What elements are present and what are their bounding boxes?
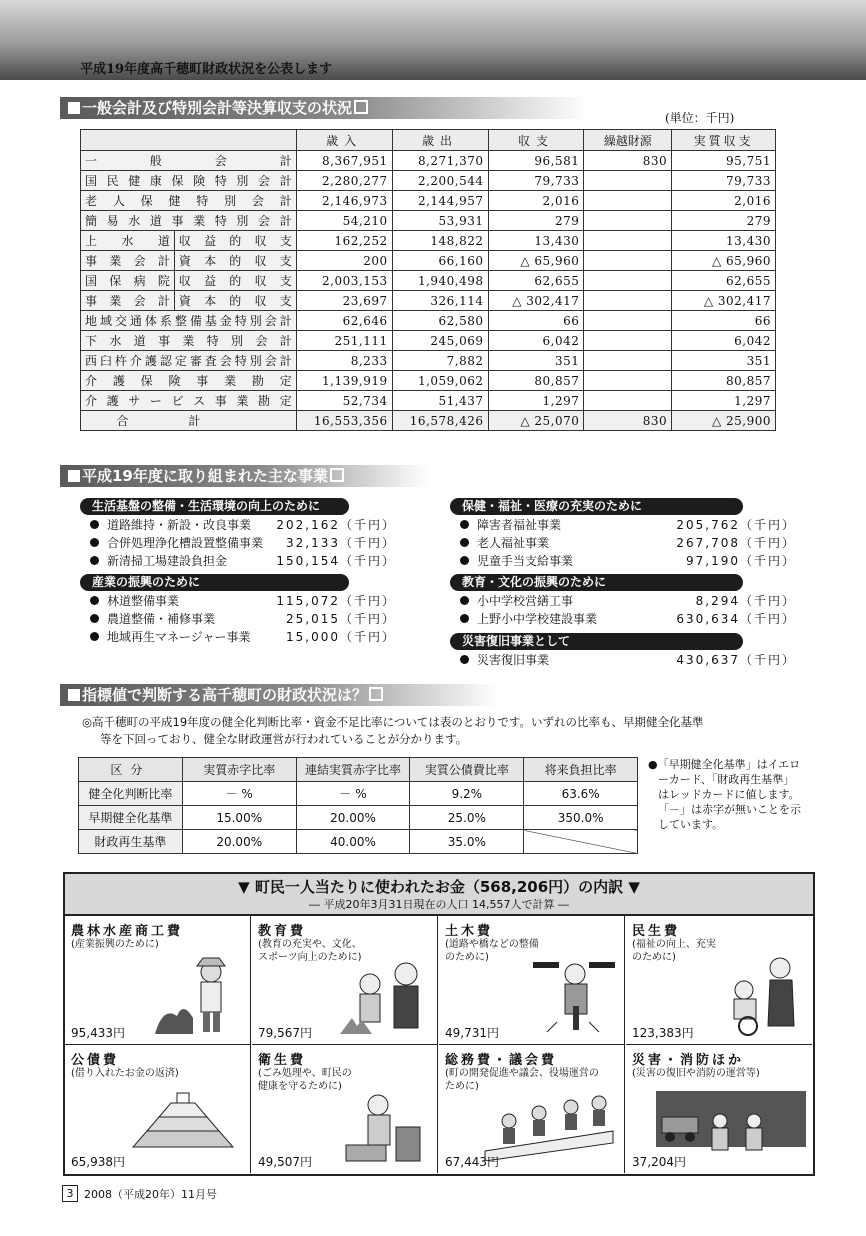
cell-net: 79,733 <box>672 171 776 191</box>
table-row <box>81 351 776 371</box>
indicator-value: － % <box>296 782 410 806</box>
project-name: 新清掃工場建設負担金 <box>107 554 228 568</box>
project-item <box>90 534 396 552</box>
bullet-icon <box>90 556 99 565</box>
row-label: 一般会計 <box>81 151 297 171</box>
row-group-label: 国保病院 <box>81 271 175 291</box>
cell-expense: 2,144,957 <box>392 191 488 211</box>
indicator-value: 20.00% <box>296 806 410 830</box>
project-amount: 32,133（千円） <box>286 536 396 550</box>
cell-revenue: 8,367,951 <box>296 151 392 171</box>
square-outline-icon <box>354 100 368 114</box>
expense-desc: のために) <box>632 952 676 963</box>
project-group-title: 産業の振興のために <box>80 574 349 591</box>
table-row <box>81 271 776 291</box>
indicator-header-row: 区分 実質赤字比率 連結実質赤字比率 実質公債費比率 将来負担比率 <box>79 758 638 782</box>
cell-net: 351 <box>672 351 776 371</box>
indicator-value: 9.2% <box>410 782 524 806</box>
expense-desc: (教育の充実や、文化、 <box>258 939 362 950</box>
cell-expense: 245,069 <box>392 331 488 351</box>
project-group-title: 生活基盤の整備・生活環境の向上のために <box>80 498 349 515</box>
budget-heading: 一般会計及び特別会計等決算収支の状況 <box>60 97 588 119</box>
project-amount: 205,762（千円） <box>676 518 796 532</box>
cell-balance: 79,733 <box>488 171 584 191</box>
project-name: 上野小中学校建設事業 <box>477 612 598 626</box>
col-balance: 収支 <box>488 130 584 151</box>
table-row <box>81 311 776 331</box>
bullet-icon <box>460 596 469 605</box>
cell-carry <box>584 291 672 311</box>
indicator-note <box>648 757 801 832</box>
project-item <box>460 592 796 610</box>
table-row <box>81 391 776 411</box>
expense-desc: (災害の復旧や消防の運営等) <box>632 1068 760 1079</box>
indicator-value: 20.00% <box>182 830 296 854</box>
project-amount: 8,294（千円） <box>695 594 796 608</box>
cell-carry: 830 <box>584 151 672 171</box>
expense-value: 79,567円 <box>258 1026 312 1040</box>
cell-balance: 351 <box>488 351 584 371</box>
row-group-label: 事業会計 <box>81 251 175 271</box>
bullet-icon <box>90 538 99 547</box>
cell-revenue: 2,003,153 <box>296 271 392 291</box>
square-outline-icon <box>330 468 344 482</box>
cell-revenue: 162,252 <box>296 231 392 251</box>
indicator-label: 早期健全化基準 <box>79 806 183 830</box>
indicators-heading: 指標値で判断する高千穂町の財政状況は？ <box>60 684 498 706</box>
expense-title: 災害・消防ほか <box>632 1053 745 1068</box>
cell-carry <box>584 171 672 191</box>
total-balance: △ 25,070 <box>488 411 584 431</box>
project-amount: 97,190（千円） <box>686 554 796 568</box>
cell-revenue: 54,210 <box>296 211 392 231</box>
expense-title: 公債費 <box>71 1053 120 1068</box>
cell-carry <box>584 191 672 211</box>
project-name: 地域再生マネージャー事業 <box>107 630 251 644</box>
expense-title: 総務費・議会費 <box>445 1053 558 1068</box>
row-sub-label: 資本的収支 <box>174 291 296 311</box>
total-carry: 830 <box>584 411 672 431</box>
expense-cell <box>439 916 625 1045</box>
project-amount: 202,162（千円） <box>276 518 396 532</box>
indicator-label: 財政再生基準 <box>79 830 183 854</box>
indicators-intro-1: ◎高千穂町の平成19年度の健全化判断比率・資金不足比率については表のとおりです。いずれの比率も、早期健全化基準 <box>82 715 704 729</box>
total-label: 合計 <box>81 411 297 431</box>
expense-value: 95,433円 <box>71 1026 125 1040</box>
row-label: 介護保険事業勘定 <box>81 371 297 391</box>
bullet-icon <box>90 632 99 641</box>
project-amount: 115,072（千円） <box>276 594 396 608</box>
cell-carry <box>584 331 672 351</box>
cell-expense: 8,271,370 <box>392 151 488 171</box>
cell-balance: 62,655 <box>488 271 584 291</box>
note-line: しています。 <box>658 818 724 831</box>
indicator-table <box>78 757 638 854</box>
cell-expense: 148,822 <box>392 231 488 251</box>
note-line: 「－」は赤字が無いことを示 <box>658 803 801 816</box>
row-sub-label: 資本的収支 <box>174 251 296 271</box>
table-row <box>81 251 776 271</box>
bullet-icon <box>460 520 469 529</box>
row-label: 老人保健特別会計 <box>81 191 297 211</box>
project-item <box>460 651 796 669</box>
bullet-icon <box>90 596 99 605</box>
expense-value: 49,507円 <box>258 1155 312 1169</box>
per-capita-header <box>65 874 813 916</box>
issue-label: 2008（平成20年）11月号 <box>84 1188 217 1201</box>
project-item <box>90 628 396 646</box>
cell-balance: 96,581 <box>488 151 584 171</box>
cell-carry <box>584 211 672 231</box>
cell-expense: 66,160 <box>392 251 488 271</box>
project-amount: 15,000（千円） <box>286 630 396 644</box>
projects-heading: 平成19年度に取り組まれた主な事業 <box>60 465 428 487</box>
cell-expense: 62,580 <box>392 311 488 331</box>
cell-net: 2,016 <box>672 191 776 211</box>
row-label: 地域交通体系整備基金特別会計 <box>81 311 297 331</box>
bullet-icon <box>460 538 469 547</box>
indicator-value: － % <box>182 782 296 806</box>
square-icon <box>68 689 80 701</box>
indicator-value <box>524 830 638 854</box>
expense-desc: のために) <box>445 952 489 963</box>
expense-value: 123,383円 <box>632 1026 694 1040</box>
expense-cell <box>439 1045 625 1173</box>
indicators-intro-2: 等を下回っており、健全な財政運営が行われていることが分かります。 <box>100 732 468 746</box>
cell-expense: 7,882 <box>392 351 488 371</box>
row-label: 西臼杵介護認定審査会特別会計 <box>81 351 297 371</box>
cell-revenue: 1,139,919 <box>296 371 392 391</box>
col-expense: 歳出 <box>392 130 488 151</box>
project-name: 道路維持・新設・改良事業 <box>107 518 252 532</box>
cell-balance: △ 65,960 <box>488 251 584 271</box>
cell-balance: 1,297 <box>488 391 584 411</box>
project-item <box>460 516 796 534</box>
expense-desc: スポーツ向上のために) <box>258 952 362 963</box>
cell-balance: 6,042 <box>488 331 584 351</box>
col-net: 実質収支 <box>672 130 776 151</box>
indicator-label: 健全化判断比率 <box>79 782 183 806</box>
page-number: 3 <box>62 1185 78 1202</box>
cell-net: 66 <box>672 311 776 331</box>
page-title: 平成19年度高千穂町財政状況を公表します <box>80 62 333 77</box>
cell-balance: 66 <box>488 311 584 331</box>
project-item <box>90 592 396 610</box>
project-item <box>460 610 796 628</box>
project-item <box>90 516 396 534</box>
table-header-row <box>81 130 776 151</box>
cell-revenue: 52,734 <box>296 391 392 411</box>
expense-desc: (ごみ処理や、町民の <box>258 1068 352 1079</box>
bullet-icon <box>460 556 469 565</box>
cell-net: 1,297 <box>672 391 776 411</box>
indicator-value: 15.00% <box>182 806 296 830</box>
square-icon <box>68 102 80 114</box>
bullet-icon <box>460 655 469 664</box>
table-row <box>81 191 776 211</box>
expense-cell <box>252 916 438 1045</box>
expense-title: 土木費 <box>445 924 494 939</box>
expense-value: 65,938円 <box>71 1155 125 1169</box>
expense-cell <box>65 1045 251 1173</box>
cell-revenue: 2,146,973 <box>296 191 392 211</box>
bullet-icon <box>460 614 469 623</box>
cell-expense: 51,437 <box>392 391 488 411</box>
project-group-title: 災害復旧事業として <box>450 633 743 650</box>
project-amount: 25,015（千円） <box>286 612 396 626</box>
project-item <box>460 534 796 552</box>
cell-revenue: 251,111 <box>296 331 392 351</box>
row-sub-label: 収益的収支 <box>174 271 296 291</box>
row-label: 簡易水道事業特別会計 <box>81 211 297 231</box>
note-line: ーカード、「財政再生基準」 <box>658 773 795 786</box>
cell-net: 80,857 <box>672 371 776 391</box>
table-row <box>81 291 776 311</box>
project-amount: 150,154（千円） <box>276 554 396 568</box>
expense-cell <box>252 1045 438 1173</box>
indicator-value: 63.6% <box>524 782 638 806</box>
project-group-title: 保健・福祉・医療の充実のために <box>450 498 743 515</box>
expense-desc: (福祉の向上、充実 <box>632 939 716 950</box>
expense-value: 67,443円 <box>445 1155 499 1169</box>
indicator-row <box>79 806 638 830</box>
cell-balance: 13,430 <box>488 231 584 251</box>
indicator-value: 350.0% <box>524 806 638 830</box>
cell-expense: 2,200,544 <box>392 171 488 191</box>
square-icon <box>68 470 80 482</box>
note-line: ●「早期健全化基準」はイエロ <box>648 758 801 771</box>
expense-cell <box>626 916 812 1045</box>
note-line: はレッドカードに値します。 <box>658 788 800 801</box>
expense-cell <box>65 916 251 1045</box>
project-name: 合併処理浄化槽設置整備事業 <box>107 536 264 550</box>
per-capita-subtitle: ― 平成20年3月31日現在の人口 14,557人で計算 ― <box>309 898 569 911</box>
cell-net: △ 302,417 <box>672 291 776 311</box>
cell-revenue: 8,233 <box>296 351 392 371</box>
table-row <box>81 331 776 351</box>
cell-expense: 326,114 <box>392 291 488 311</box>
cell-expense: 53,931 <box>392 211 488 231</box>
cell-expense: 1,940,498 <box>392 271 488 291</box>
row-sub-label: 収益的収支 <box>174 231 296 251</box>
project-item <box>460 552 796 570</box>
cell-revenue: 200 <box>296 251 392 271</box>
cell-carry <box>584 311 672 331</box>
project-name: 老人福祉事業 <box>477 536 550 550</box>
cell-carry <box>584 251 672 271</box>
square-outline-icon <box>369 687 383 701</box>
table-row <box>81 231 776 251</box>
cell-net: 95,751 <box>672 151 776 171</box>
project-item <box>90 552 396 570</box>
budget-table <box>80 129 776 431</box>
expense-desc: (借り入れたお金の返済) <box>71 1068 179 1079</box>
indicator-row <box>79 830 638 854</box>
col-revenue: 歳入 <box>296 130 392 151</box>
project-group-title: 教育・文化の振興のために <box>450 574 743 591</box>
unit-label: (単位：千円) <box>665 111 735 125</box>
row-group-label: 上水道 <box>81 231 175 251</box>
per-capita-box <box>63 872 815 1176</box>
cell-carry <box>584 371 672 391</box>
per-capita-title: ▼ 町民一人当たりに使われたお金（568,206円）の内訳 ▼ <box>238 878 640 896</box>
project-name: 小中学校営繕工事 <box>477 594 574 608</box>
expense-desc: 健康を守るために) <box>258 1081 342 1092</box>
project-name: 農道整備・補修事業 <box>107 612 216 626</box>
indicator-value: 25.0% <box>410 806 524 830</box>
total-row <box>81 411 776 431</box>
expense-desc: ために) <box>445 1081 479 1092</box>
indicator-value: 35.0% <box>410 830 524 854</box>
expense-title: 衛生費 <box>258 1053 307 1068</box>
project-item <box>90 610 396 628</box>
cell-revenue: 23,697 <box>296 291 392 311</box>
indicator-row <box>79 782 638 806</box>
project-amount: 630,634（千円） <box>676 612 796 626</box>
table-row <box>81 171 776 191</box>
expense-cell <box>626 1045 812 1173</box>
bullet-icon <box>90 520 99 529</box>
cell-carry <box>584 391 672 411</box>
expense-title: 民生費 <box>632 924 681 939</box>
table-row <box>81 371 776 391</box>
cell-net: 279 <box>672 211 776 231</box>
bullet-icon <box>90 614 99 623</box>
cell-revenue: 2,280,277 <box>296 171 392 191</box>
cell-balance: △ 302,417 <box>488 291 584 311</box>
expense-desc: (町の開発促進や議会、役場運営の <box>445 1068 599 1079</box>
cell-expense: 1,059,062 <box>392 371 488 391</box>
col-carry: 繰越財源 <box>584 130 672 151</box>
row-label: 介護サービス事業勘定 <box>81 391 297 411</box>
project-amount: 267,708（千円） <box>676 536 796 550</box>
cell-balance: 2,016 <box>488 191 584 211</box>
expense-title: 教育費 <box>258 924 307 939</box>
project-name: 林道整備事業 <box>107 594 180 608</box>
expense-value: 49,731円 <box>445 1026 499 1040</box>
project-amount: 430,637（千円） <box>676 653 796 667</box>
expense-title: 農林水産商工費 <box>71 924 184 939</box>
row-label: 国民健康保険特別会計 <box>81 171 297 191</box>
cell-net: △ 65,960 <box>672 251 776 271</box>
cell-carry <box>584 231 672 251</box>
total-revenue: 16,553,356 <box>296 411 392 431</box>
expense-desc: (産業振興のために) <box>71 939 159 950</box>
indicator-value: 40.00% <box>296 830 410 854</box>
cell-net: 13,430 <box>672 231 776 251</box>
project-name: 児童手当支給事業 <box>477 554 574 568</box>
row-group-label: 事業会計 <box>81 291 175 311</box>
table-row <box>81 211 776 231</box>
project-name: 障害者福祉事業 <box>477 518 562 532</box>
cell-carry <box>584 351 672 371</box>
project-name: 災害復旧事業 <box>477 653 550 667</box>
total-net: △ 25,900 <box>672 411 776 431</box>
cell-balance: 80,857 <box>488 371 584 391</box>
table-row <box>81 151 776 171</box>
cell-carry <box>584 271 672 291</box>
expense-value: 37,204円 <box>632 1155 686 1169</box>
cell-revenue: 62,646 <box>296 311 392 331</box>
expense-desc: (道路や橋などの整備 <box>445 939 539 950</box>
cell-balance: 279 <box>488 211 584 231</box>
row-label: 下水道事業特別会計 <box>81 331 297 351</box>
cell-net: 6,042 <box>672 331 776 351</box>
cell-net: 62,655 <box>672 271 776 291</box>
total-expense: 16,578,426 <box>392 411 488 431</box>
